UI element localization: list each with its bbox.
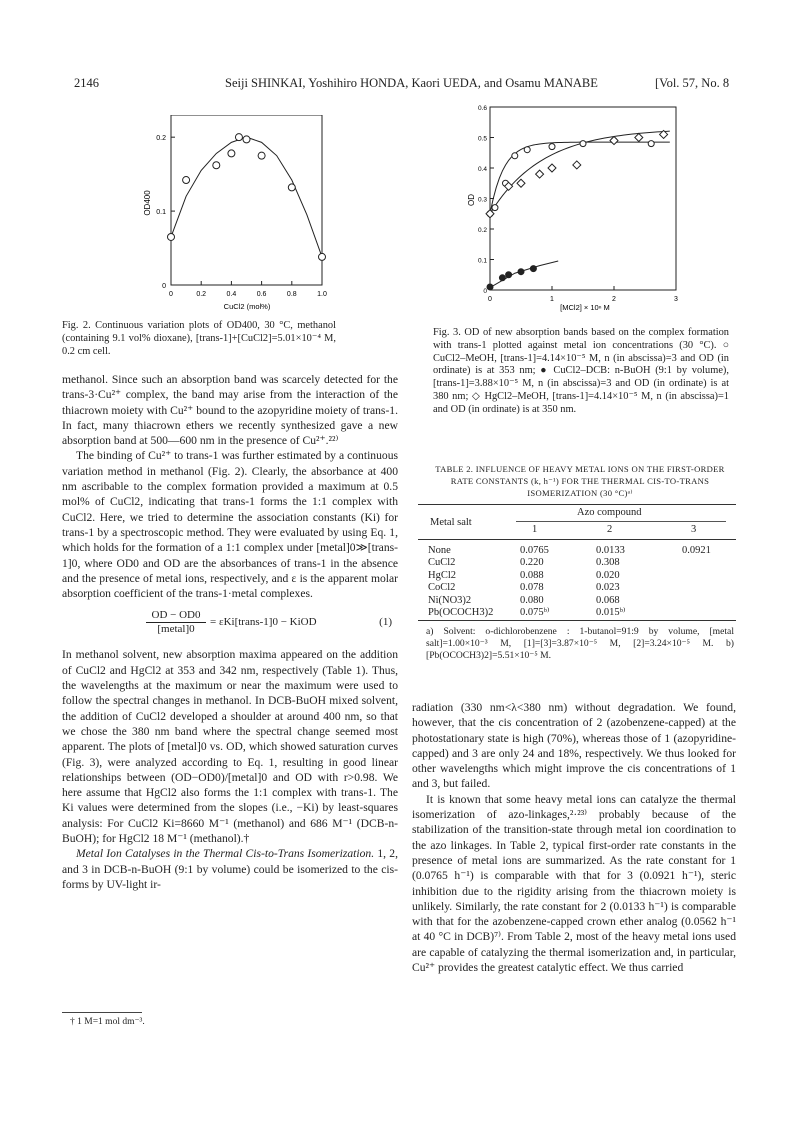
left-para-3: In methanol solvent, new absorption maxima appeared on the addition of CuCl2 and HgCl2 at 353 and 342 nm, respectively (Table 1). Thus, the wavelengths at the maximum or near the maximum were used to follow the spectral changes in methanol. In DCB-BuOH mixed solvent, the addition of CuCl2 developed a shoulder at around 400 nm, so that we chose the 380 nm band where the spectral change seemed most apparent. The plots of [metal]0 vs. OD, which showed saturation curves (Fig. 3), were analyzed according to Eq. 1, resulting in good linear relationships between (OD−OD0)/[metal]0 and OD with r>0.98. We here assume that HgCl2 also forms the 1:1 complex with trans-1. The Ki values were determined from the slopes (i.e., −Ki) by least-squares analysis: For CuCl2 Ki=8660 M⁻¹ (methanol) and 686 M⁻¹ (DCB-n-BuOH); for HgCl2 18 M⁻¹ (methanol).† (62, 648, 398, 846)
fig3-point-filled-circle (506, 272, 512, 278)
table2-cell-salt: CoCl2 (428, 582, 456, 594)
left-para-2: The binding of Cu²⁺ to trans-1 was further estimated by a continuous variation method in methanol (Fig. 2). Clearly, the absorbance at 400 nm ascribable to the complex formation provided a maximum at 0.5 mol% of CuCl2, indicating that trans-1 forms the 1:1 complex with CuCl2. Here, we tried to determine the association constants (Ki) for trans-1 by a spectroscopic method. They were evaluated by using Eq. 1, which holds for the formation of a 1:1 complex under [metal]0≫[trans-1]0, where OD0 and OD are the absorbances of trans-1 in the absence and the presence of metal ions, respectively, and ε is the apparent molar absorption coefficient of the trans-1·metal complexes. (62, 449, 398, 601)
fig2-xtick-label: 0.2 (196, 291, 207, 298)
fig3-xtick-label: 0 (488, 296, 492, 303)
table2-row (428, 570, 742, 582)
table2-cell-v3 (682, 582, 742, 594)
left-para-1: methanol. Since such an absorption band was scarcely detected for the trans-3·Cu²⁺ complex, the band may arise from the interaction of the thiacrown moiety with Cu²⁺ bound to the azopyridine moiety of trans-1. In fact, many thiacrown ethers we recently synthesized gave a new absorption band at 500—600 nm in the presence of Cu²⁺.²²⁾ (62, 373, 398, 448)
table2-title (420, 463, 740, 499)
table2-col-3: 3 (691, 524, 697, 535)
eq-rhs: = εKi[trans-1]0 − KiOD (210, 616, 317, 629)
table2-cell-v2: 0.068 (596, 594, 620, 606)
table2-cell-salt: None (428, 545, 451, 556)
fig2-point (183, 177, 190, 184)
fig2-xtick-label: 0.4 (226, 291, 237, 298)
table2-cell-v2: 0.308 (596, 557, 620, 569)
left-para-4: 1, 2, and 3 in DCB-n-BuOH (9:1 by volume) could be isomerized to the cis-forms by UV-light ir- (62, 847, 398, 891)
fig2-ylabel: OD400 (143, 190, 152, 216)
table2-row (428, 582, 742, 594)
fig3-point-open-circle (580, 141, 586, 147)
table2-row (428, 595, 742, 607)
section-title: Metal Ion Catalyses in the Thermal Cis-to-Trans Isomerization. (76, 847, 375, 861)
table2-row (428, 545, 742, 557)
fig3-point-diamond (635, 134, 643, 142)
fig3-point-diamond (573, 161, 581, 169)
fig2-xlabel: CuCl2 (mol%) (223, 302, 271, 311)
fig3-ytick-label: 0.6 (477, 105, 487, 112)
fig2-point (258, 152, 265, 159)
fig2-xtick-label: 0.8 (286, 291, 297, 298)
fig2-fit-curve (171, 137, 322, 257)
footnote-rule (62, 1012, 142, 1013)
table2-cell-v1: 0.220 (520, 557, 544, 569)
eq-numerator: OD − OD0 (146, 609, 206, 623)
fig3-point-open-circle (549, 144, 555, 150)
fig3-ytick-label: 0.1 (477, 257, 487, 265)
fig2-point (235, 134, 242, 141)
table2-cell-v2: 0.023 (596, 582, 620, 594)
fig3-ytick-label: 0.5 (477, 135, 487, 143)
fig2-marks (168, 134, 326, 261)
fig3-point-filled-circle (530, 266, 536, 272)
fig2-point (243, 136, 250, 143)
table2-cell-salt: Ni(NO3)2 (428, 594, 472, 606)
table2-cell-v3 (682, 607, 742, 619)
fig2-point (213, 162, 220, 169)
fig3-point-diamond (517, 179, 525, 187)
table2-cell-v3 (682, 595, 742, 607)
table2-cell-v1: 0.0765 (520, 545, 549, 556)
fig3-point-diamond (610, 137, 618, 145)
fig2-point (288, 184, 295, 191)
fig3-ytick-label: 0 (483, 288, 487, 295)
table2-rule-sub (516, 521, 726, 522)
fig2-chart (130, 115, 340, 315)
table2-cell-v2: 0.020 (596, 569, 620, 581)
fig3-xtick-label: 3 (674, 296, 678, 303)
fig3-marks (486, 130, 670, 290)
fig3-chart (460, 100, 700, 315)
table2-cell-v3: 0.0921 (682, 545, 711, 556)
table2-col-2: 2 (607, 524, 613, 535)
table2-cell-v2: 0.015ᵇ⁾ (596, 607, 626, 619)
table2-cell-v1: 0.088 (520, 569, 544, 581)
table2-cell-v3 (682, 570, 742, 582)
right-para-1: radiation (330 nm<λ<380 nm) without degradation. We found, however, that the cis concentration of 2 (azobenzene-capped) at the photostationary state is high (70%), whereas those of 1 (azopyridine-capped) and 3 are only 24 and 18%, respectively. We thus looked for other wavelengths which might improve the cis concentrations of 1 and 3, but failed. (412, 701, 736, 791)
table2-cell-salt: Pb(OCOCH3)2 (428, 607, 494, 619)
fig3-point-filled-circle (499, 275, 505, 281)
fig3-point-filled-circle (487, 284, 493, 290)
fig3-xtick-label: 2 (612, 296, 616, 303)
eq-number: (1) (379, 616, 392, 629)
running-authors: Seiji SHINKAI, Yoshihiro HONDA, Kaori UEDA, and Osamu MANABE (225, 76, 598, 90)
fig2-point (228, 150, 235, 157)
fig3-point-open-circle (492, 205, 498, 211)
table2-rule-head (418, 539, 736, 540)
fig3-fit-cuCl2-meoh (490, 142, 670, 214)
fig2-xtick-label: 0 (169, 291, 173, 298)
right-column (412, 700, 736, 975)
table2-title-line3: ISOMERIZATION (30 °C)ᵃ⁾ (527, 488, 633, 498)
table2-col-azo: Azo compound (577, 507, 642, 518)
fig3-ytick-label: 0.4 (477, 166, 487, 173)
table2-col-metal: Metal salt (430, 517, 472, 528)
table2-row (428, 607, 742, 619)
fig3-ytick-label: 0.2 (477, 227, 487, 234)
table2-cell-salt: HgCl2 (428, 569, 457, 581)
table2-title-line1: TABLE 2. INFLUENCE OF HEAVY METAL IONS ON THE FIRST-ORDER (435, 464, 725, 474)
fig3-xtick-label: 1 (550, 296, 554, 303)
fig3-point-open-circle (512, 153, 518, 159)
fig2-xtick-label: 1.0 (317, 291, 327, 298)
fig3-point-diamond (548, 164, 556, 172)
footnote: † 1 M=1 mol dm⁻³. (70, 1017, 145, 1027)
fig3-point-diamond (536, 170, 544, 178)
left-column (62, 372, 398, 892)
eq-denominator: [metal]0 (157, 623, 195, 636)
fig2-point (319, 253, 326, 260)
fig2-point (168, 233, 175, 240)
table2-cell-v2: 0.0133 (596, 545, 625, 556)
table2-title-line2: RATE CONSTANTS (k, h⁻¹) FOR THE THERMAL CIS-TO-TRANS (450, 476, 710, 486)
fig3-ylabel: OD (467, 194, 476, 206)
fig3-frame (490, 107, 676, 290)
volume-label: [Vol. 57, No. 8 (655, 76, 730, 90)
right-para-2: It is known that some heavy metal ions can catalyze the thermal isomerization of azo-linkages,²·²³⁾ probably because of the stabilization of the transition-state through metal ion coordination to the azo linkages. In Table 2, typical first-order rate constants in the presence of metal ions are summarized. As the rate constant for 1 (0.0765 h⁻¹) is comparable with that for 3 (0.0921 h⁻¹), steric inhibition due to the rigidity arising from the thiacrown moiety is unlikely. Similarly, the rate constant for 2 (0.0133 h⁻¹) is comparable with that for the azobenzene-capped crown ether analog (0.0562 h⁻¹ at 40 °C in DCB)⁷⁾. From Table 2, most of the heavy metal ions used are capable of catalyzing the thermal isomerization and, in particular, Cu²⁺ provides the greatest catalytic effect. We thus carried (412, 792, 736, 975)
fig3-point-open-circle (524, 147, 530, 153)
table2-cell-salt: CuCl2 (428, 557, 456, 569)
table2-body (428, 545, 742, 619)
table2-note: a) Solvent: o-dichlorobenzene : 1-butanol=91:9 by volume, [metal salt]=1.00×10⁻³ M, [1]=[3]=3.87×10⁻⁵ M, [2]=3.24×10⁻⁵ M. b) [Pb(OCOCH3)2]=5.51×10⁻⁵ M. (426, 626, 734, 662)
fig3-xlabel: [MCl2] × 10ⁿ M (560, 303, 610, 312)
table2-cell-v1: 0.075ᵇ⁾ (520, 607, 550, 619)
fig3-caption: Fig. 3. OD of new absorption bands based on the complex formation with trans-1 plotted against metal ion concentrations (30 °C). ○ CuCl2–MeOH, [trans-1]=4.14×10⁻⁵ M, n (in abscissa)=3 and OD (in ordinate) is at 353 nm; ● CuCl2–DCB: n-BuOH (9:1 by volume), [trans-1]=3.88×10⁻⁵ M, n (in abscissa)=3 and OD (in ordinate) is at 380 nm; ◇ HgCl2–MeOH, [trans-1]=4.14×10⁻⁵ M, n (in abscissa)=1 and OD (in ordinate) is at 350 nm. (433, 327, 729, 415)
fig2-ytick-label: 0.2 (156, 135, 166, 143)
table2-cell-v3 (682, 557, 742, 569)
table2-cell-v1: 0.078 (520, 582, 544, 594)
fig3-fit-cucl2-dcb (490, 261, 558, 288)
table2-rule-top (418, 504, 736, 505)
fig2-caption: Fig. 2. Continuous variation plots of OD400, 30 °C, methanol (containing 9.1 vol% dioxane), [trans-1]+[CuCl2]=5.01×10⁻⁴ M, 0.2 cm cell. (62, 320, 336, 357)
page-number: 2146 (74, 76, 99, 90)
fig2-xtick-label: 0.6 (256, 291, 267, 298)
table2-cell-v1: 0.080 (520, 594, 544, 606)
fig3-ytick-label: 0.3 (477, 196, 487, 204)
table2-row (428, 557, 742, 569)
table2-col-1: 1 (532, 524, 538, 535)
equation-1 (62, 607, 398, 643)
fig3-point-filled-circle (518, 269, 524, 275)
table2-rule-bottom (418, 620, 736, 621)
fig2-ytick-label: 0.1 (156, 209, 166, 217)
fig3-point-diamond (486, 210, 494, 218)
fig2-ytick-label: 0 (162, 283, 166, 290)
fig3-point-open-circle (648, 141, 654, 147)
